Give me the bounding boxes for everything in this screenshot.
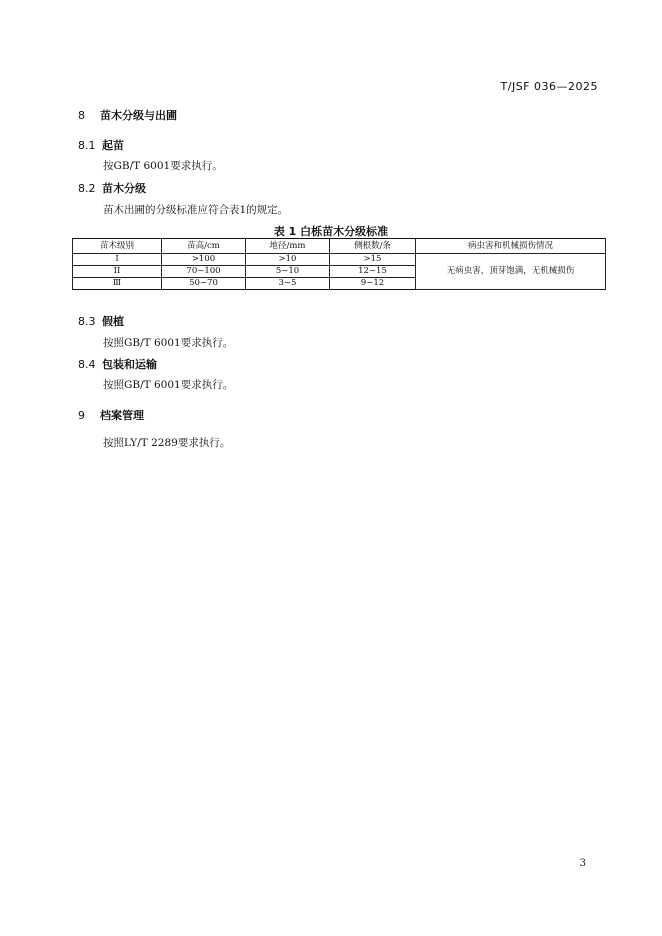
section-8-3-heading: [78, 313, 124, 329]
cell-diameter: 5~10: [246, 266, 330, 278]
header-grade: 苗木级别: [73, 239, 162, 254]
cell-roots: >15: [330, 254, 416, 266]
section-8-1-heading: [78, 137, 124, 153]
section-title: 苗木分级: [102, 182, 146, 195]
section-title: 苗木分级与出圃: [100, 109, 177, 122]
section-8-4-heading: [78, 356, 157, 372]
section-title: 起苗: [102, 139, 124, 152]
section-number: 8.2: [78, 182, 96, 195]
document-code: T/JSF 036—2025: [500, 80, 598, 93]
header-condition: 病虫害和机械损伤情况: [416, 239, 606, 254]
cell-height: 50~70: [162, 278, 246, 290]
section-8-1-text: 按GB/T 6001要求执行。: [103, 160, 223, 172]
section-title: 包装和运输: [102, 358, 157, 371]
section-number: 8.4: [78, 358, 96, 371]
section-title: 档案管理: [100, 409, 144, 422]
section-number: 8: [78, 109, 85, 122]
cell-diameter: 3~5: [246, 278, 330, 290]
cell-height: 70~100: [162, 266, 246, 278]
cell-grade: Ⅲ: [73, 278, 162, 290]
section-number: 8.1: [78, 139, 96, 152]
header-lateral-roots: 侧根数/条: [330, 239, 416, 254]
section-title: 假植: [102, 315, 124, 328]
section-number: 9: [78, 409, 85, 422]
header-height: 苗高/cm: [162, 239, 246, 254]
section-number: 8.3: [78, 315, 96, 328]
section-9-heading: [78, 407, 144, 423]
grading-table: [72, 238, 606, 290]
section-9-text: 按照LY/T 2289要求执行。: [103, 437, 231, 449]
section-8-2-text: 苗木出圃的分级标准应符合表1的规定。: [103, 204, 289, 216]
table-row: [73, 254, 606, 266]
header-diameter: 地径/mm: [246, 239, 330, 254]
section-8-heading: [78, 107, 177, 123]
cell-condition-merged: 无病虫害，顶芽饱满，无机械损伤: [416, 254, 606, 290]
cell-grade: II: [73, 266, 162, 278]
cell-height: >100: [162, 254, 246, 266]
cell-diameter: >10: [246, 254, 330, 266]
section-8-3-text: 按照GB/T 6001要求执行。: [103, 337, 234, 349]
cell-roots: 12~15: [330, 266, 416, 278]
table-header-row: [73, 239, 606, 254]
section-8-2-heading: [78, 180, 146, 196]
cell-roots: 9~12: [330, 278, 416, 290]
cell-grade: I: [73, 254, 162, 266]
page-number: 3: [579, 858, 586, 869]
table-caption: 表 1 白栎苗木分级标准: [273, 225, 389, 238]
section-8-4-text: 按照GB/T 6001要求执行。: [103, 379, 234, 391]
